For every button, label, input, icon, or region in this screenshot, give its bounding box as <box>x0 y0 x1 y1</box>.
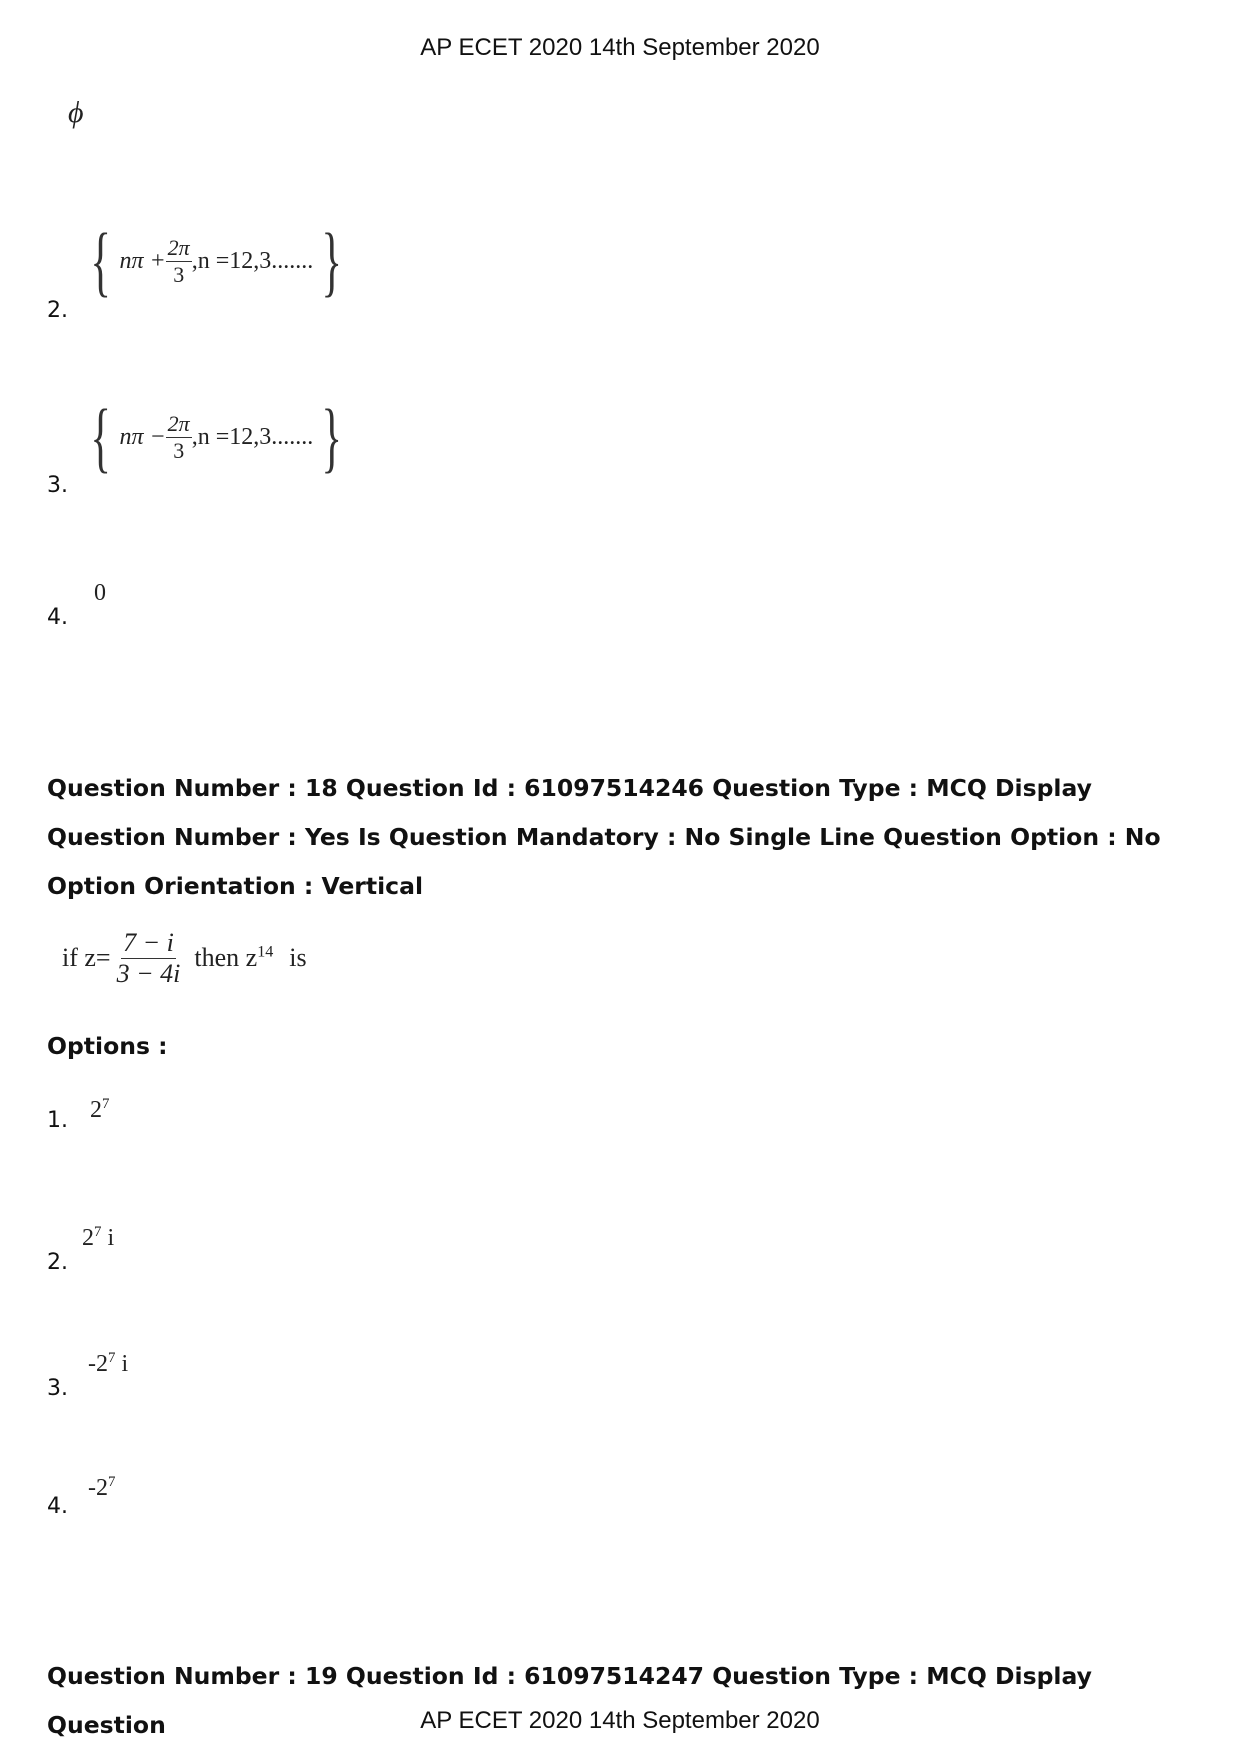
q18-option-3-number: 3. <box>47 1376 68 1401</box>
option-2-frac-den: 3 <box>173 261 185 287</box>
options-label: Options : <box>47 1032 168 1060</box>
question-18-stem <box>62 928 307 989</box>
option-2-frac-num: 2π <box>167 235 190 261</box>
q18-option-3-expr: $-2^7$ i <box>88 1350 129 1377</box>
page-header: AP ECET 2020 14th September 2020 <box>420 34 820 61</box>
stem-if: if z= <box>62 943 111 973</box>
option-3-frac-den: 3 <box>173 437 185 463</box>
stem-frac-num: 7 − i <box>123 928 174 957</box>
option-3-expr: { nπ − $\frac{2\pi}{3}$ ,n =12,3....... } <box>90 393 343 480</box>
option-3-tail: ,n =12,3....... <box>191 423 314 450</box>
q18-option-1-number: 1. <box>47 1108 68 1133</box>
option-3-frac-num: 2π <box>167 411 190 437</box>
stem-frac-den: 3 − 4i <box>116 958 181 988</box>
option-2-number: 2. <box>47 298 68 323</box>
option-4-expr: 0 <box>94 580 106 606</box>
stem-is: is <box>289 943 307 973</box>
option-3-number: 3. <box>47 473 68 498</box>
question-19-meta: Question Number : 19 Question Id : 61097514247 Question Type : MCQ Display Question <box>47 1662 1092 1739</box>
q18-option-4-number: 4. <box>47 1494 68 1519</box>
stem-then: then z <box>194 943 258 973</box>
option-3-lead: nπ − <box>119 423 166 450</box>
question-18-meta: Question Number : 18 Question Id : 61097514246 Question Type : MCQ Display Question Number : Yes Is Question Mandatory : No Single Line Question Option : No Option Orientation : Vertical <box>47 774 1161 900</box>
option-2-expr: { nπ + $\frac{2\pi}{3}$ ,n =12,3....... } <box>90 217 343 304</box>
q18-option-2-expr: $2^7$ i <box>82 1224 115 1251</box>
stem-exponent: 14 <box>257 943 274 961</box>
option-4-number: 4. <box>47 605 68 630</box>
q18-option-1-expr: $2^7$ <box>90 1096 110 1123</box>
option-1-expr: ϕ <box>68 96 84 129</box>
option-2-lead: nπ + <box>119 247 166 274</box>
q18-option-4-expr: $-2^7$ <box>88 1474 116 1501</box>
option-2-tail: ,n =12,3....... <box>191 247 314 274</box>
q18-option-2-number: 2. <box>47 1250 68 1275</box>
page-footer: AP ECET 2020 14th September 2020 <box>420 1707 820 1734</box>
